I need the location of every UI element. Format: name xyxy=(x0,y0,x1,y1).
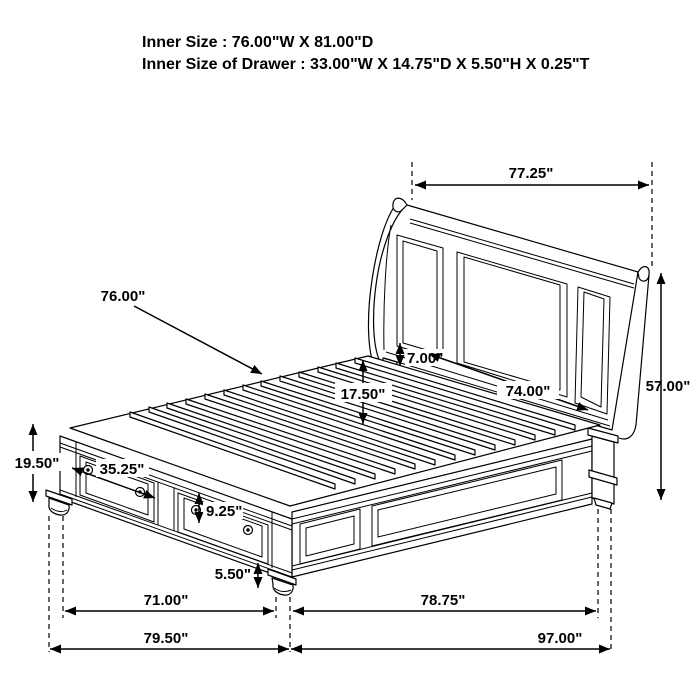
headboard-right-leg xyxy=(588,428,618,509)
headboard-right-curl xyxy=(638,267,649,282)
dim-drawer-height-label: 9.25" xyxy=(206,503,243,520)
dim-headboard-height-label: 57.00" xyxy=(645,378,691,395)
dim-footboard-outer-length-label: 79.50" xyxy=(143,630,189,647)
dim-drawer-section-length-label: 71.00" xyxy=(143,592,189,609)
dim-foot-height-label: 5.50" xyxy=(214,566,251,583)
dim-overall-length xyxy=(291,630,610,649)
dim-overall-length-label: 97.00" xyxy=(537,630,583,647)
dim-headboard-height xyxy=(646,273,691,500)
dim-drawer-section-length xyxy=(65,592,274,611)
dim-side-rail-length-label: 78.75" xyxy=(420,592,466,609)
dim-footboard-height-label: 19.50" xyxy=(14,455,60,472)
dim-headboard-width xyxy=(415,165,649,185)
inner-size-drawer-text: Inner Size of Drawer : 33.00"W X 14.75"D X 5.50"H X 0.25"T xyxy=(142,56,590,73)
inner-size-text: Inner Size : 76.00"W X 81.00"D xyxy=(142,34,374,51)
dim-footboard-height xyxy=(10,424,64,502)
dim-slat-width xyxy=(101,288,262,374)
dim-slat-width-label: 76.00" xyxy=(100,288,146,305)
dim-slat-section-label: 17.50" xyxy=(340,386,386,403)
dim-drawer-width-label: 35.25" xyxy=(99,461,145,478)
dim-rail-gap-label: 7.00" xyxy=(407,350,444,367)
dim-side-rail-length xyxy=(293,592,596,611)
dim-headboard-width-label: 77.25" xyxy=(508,165,554,182)
dim-headboard-inner-width-label: 74.00" xyxy=(505,383,551,400)
dim-footboard-outer-length xyxy=(50,630,289,649)
